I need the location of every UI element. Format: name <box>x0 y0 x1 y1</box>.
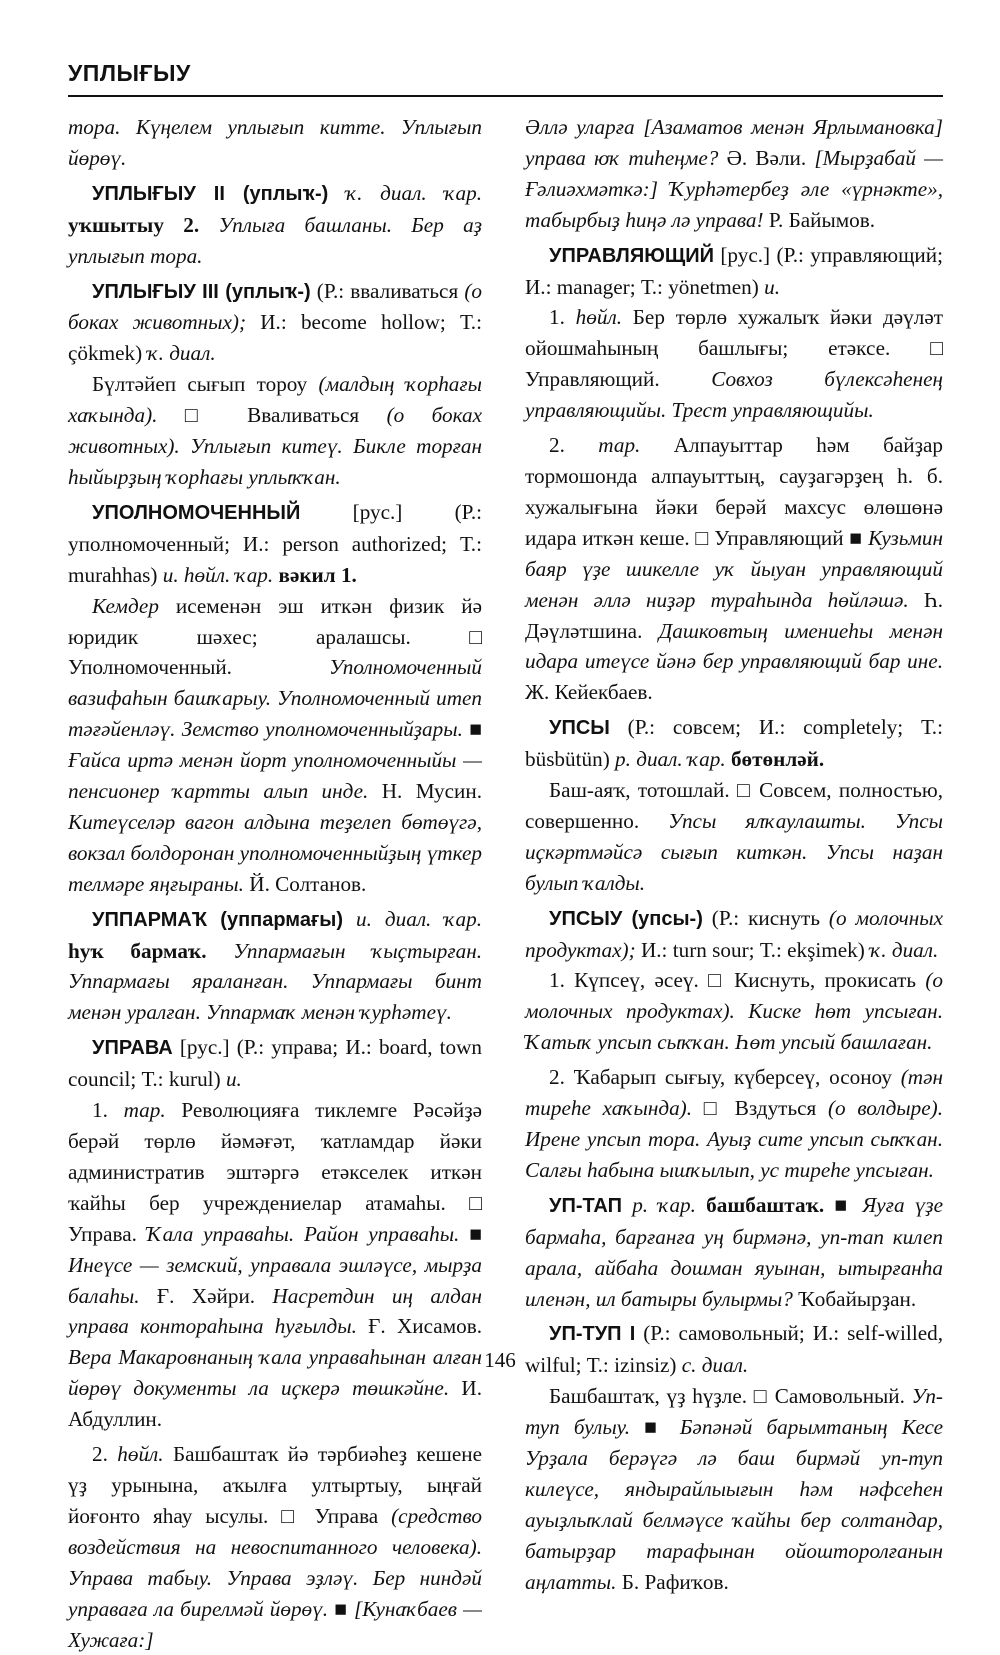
dictionary-paragraph: УП-ТУП I (Р.: самовольный; И.: self-willed, wilful; Т.: izinsiz) с. диал. <box>525 1321 944 1378</box>
dictionary-paragraph: УПЛЫҒЫУ II (уплыҡ-) ҡ. диал. ҡар. уҡшытыу 2. Уплыға башланы. Бер аҙ уплығып тора. <box>68 180 482 268</box>
dictionary-paragraph: УПОЛНОМОЧЕННЫЙ [рус.] (Р.: уполномоченный; И.: person authorized; Т.: murahhas) и. һөйл. ҡар. вәкил 1. <box>68 499 482 587</box>
left-column <box>68 112 482 1655</box>
page-number: 146 <box>484 1348 516 1372</box>
dictionary-paragraph: тора. Күңелем уплығып китте. Уплығып йөрөү. <box>68 115 482 170</box>
dictionary-paragraph: Әллә уларға [Азаматов менән Ярлымановка] управа юҡ тиһеңме? Ә. Вәли. [Мырҙабай — Ғәлиәхмәткә:] Ҡурһәтербеҙ әле «үрнәкте», табырбыҙ һиңә лә управа! Р. Байымов. <box>525 115 944 232</box>
dictionary-paragraph: УППАРМАҠ (уппармағы) и. диал. ҡар. һуҡ бармаҡ. Уппармағын ҡыҫтырған. Уппармағы яраланған. Уппармағы бинт менән уралған. Уппармаҡ менән ҡурһәтеү. <box>68 906 482 1025</box>
dictionary-paragraph: 1. Күпсеү, әсеү. □ Киснуть, прокисать (о молочных продуктах). Киске һөт упсыған. Ҡатыҡ упсып сыҡҡан. Һөт упсый башлаған. <box>525 968 943 1055</box>
dictionary-paragraph: УПРАВЛЯЮЩИЙ [рус.] (Р.: управляющий; И.: manager; Т.: yönetmen) и. <box>525 242 943 299</box>
dictionary-paragraph: Бүлтәйеп сығып тороу (малдың ҡорһағы хаҡында). □ Вваливаться (о боках животных). Уплығып китеү. Бикле торған һыйырҙың ҡорһағы уплыҡҡан. <box>68 372 482 489</box>
dictionary-paragraph: УПЛЫҒЫУ III (уплыҡ-) (Р.: вваливаться (о боках животных); И.: become hollow; Т.: çökmek) ҡ. диал. <box>68 278 482 366</box>
running-head: УПЛЫҒЫУ <box>68 60 943 97</box>
dictionary-paragraph: 2. тар. Алпауыттар һәм байҙар тормошонда алпауыттың, сауҙагәрҙең һ. б. хужалығына йәки берәй махсус өлөшөнә идара иткән кеше. □ Управляющий ■ Кузьмин баяр үҙе шикелле уҡ йыуан управляющий менән әллә ниҙәр тураһында һөйләшә. Һ. Дәүләтшина. Дашковтың имениеһы менән идара итеүсе йәнә бер управляющий бар ине. Ж. Кейекбаев. <box>525 433 943 705</box>
dictionary-paragraph: 2. Ҡабарып сығыу, күберсеү, осоноу (тән тиреһе хаҡында). □ Вздуться (о волдыре). Ирене упсып тора. Ауыҙ ситe упсып сыҡҡан. Салғы һабына ышҡылып, ус тиреһе упсыған. <box>525 1065 943 1182</box>
dictionary-paragraph: Баш-аяҡ, тотошлай. □ Совсем, полностью, совершенно. Упсы ялҡаулашты. Упсы иҫкәртмәйсә сығып киткән. Упсы наҙан булып ҡалды. <box>525 778 944 895</box>
dictionary-paragraph: 1. һөйл. Бер төрлө хужалыҡ йәки дәүләт ойошмаһының башлығы; етәксе. □ Управляющий. Совхоз бүлексәһенең управляющийы. Трест управляющийы. <box>525 305 944 423</box>
dictionary-paragraph: Кемдер исеменән эш иткән физик йә юридик шәхес; аралашсы. □ Уполномоченный. Уполномоченный вазифаһын башҡарыу. Уполномоченный итеп тәғәйенләү. Земство уполномоченныйҙары. ■ Ғайса иртә менән йорт уполномоченныйы — пенсионер ҡартты алып инде. Н. Мусин. Китеүселәр вагон алдына теҙелеп бөтөүгә, вокзал болдоронан уполномоченныйҙың үткер телмәре яңғыраны. Й. Солтанов. <box>68 593 482 896</box>
dictionary-paragraph: УП-ТАП р. ҡар. башбаштаҡ. ■ Яуға үҙе бармаһа, барғанға уң бирмәнә, уп-тап килеп арала, айбаһа дошман яуынан, ытырғанһа иленән, ил батыры булырмы? Ҡобайырҙан. <box>525 1192 943 1311</box>
dictionary-paragraph: УПСЫУ (упсы-) (Р.: киснуть (о молочных продуктах); И.: turn sour; Т.: ekşimek) ҡ. диал. <box>525 905 944 962</box>
dictionary-paragraph: Башбаштаҡ, үҙ һүҙле. □ Самовольный. Уп-туп булыу. ■ Бәпәнәй барымтаның Кесе Урҙала берәүгә лә баш бирмәй уп-туп килеүсе, яндырайлыығын һәм нәфсеһен ауыҙлыҡлай белмәүсе ҡайһы бер солтандар, батырҙар тарафынан ойошторолғанын аңлатты. Б. Рафиҡов. <box>525 1384 943 1594</box>
dictionary-paragraph: 1. тар. Революцияға тиклемге Рәсәйҙә берәй төрлө йәмәғәт, ҡатламдар йәки административ эштәргә етәкселек иткән ҡайһы бер учреждениелар атамаһы. □ Управа. Ҡала управаһы. Район управаһы. ■ Инеүсе — земский, управала эшләүсе, мырҙа балаһы. Ғ. Хәйри. Насретдин иң алдан управа контораһына һуғылды. Ғ. Хисамов. Вера Макаровнаның ҡала управаһынан алған йөрөү документы ла иҫкерә төшкәйне. И. Абдуллин. <box>68 1098 482 1432</box>
dictionary-paragraph: УПСЫ (Р.: совсем; И.: completely; Т.: büsbütün) р. диал. ҡар. бөтөнләй. <box>525 715 943 772</box>
dictionary-paragraph: УПРАВА [рус.] (Р.: управа; И.: board, town council; Т.: kurul) и. <box>68 1035 482 1092</box>
dictionary-paragraph: 2. һөйл. Башбаштаҡ йә тәрбиәһеҙ кешене үҙ урынына, аҡылға ултыртыу, ыңғай йоғонто яһау ысулы. □ Управа (средство воздействия на невоспитанного человека). Управа табыу. Управа эҙләү. Бер ниндәй управаға ла бирелмәй йөрөү. ■ [Кунаҡбаев — Хужаға:] <box>68 1442 482 1652</box>
right-column <box>525 112 943 1598</box>
